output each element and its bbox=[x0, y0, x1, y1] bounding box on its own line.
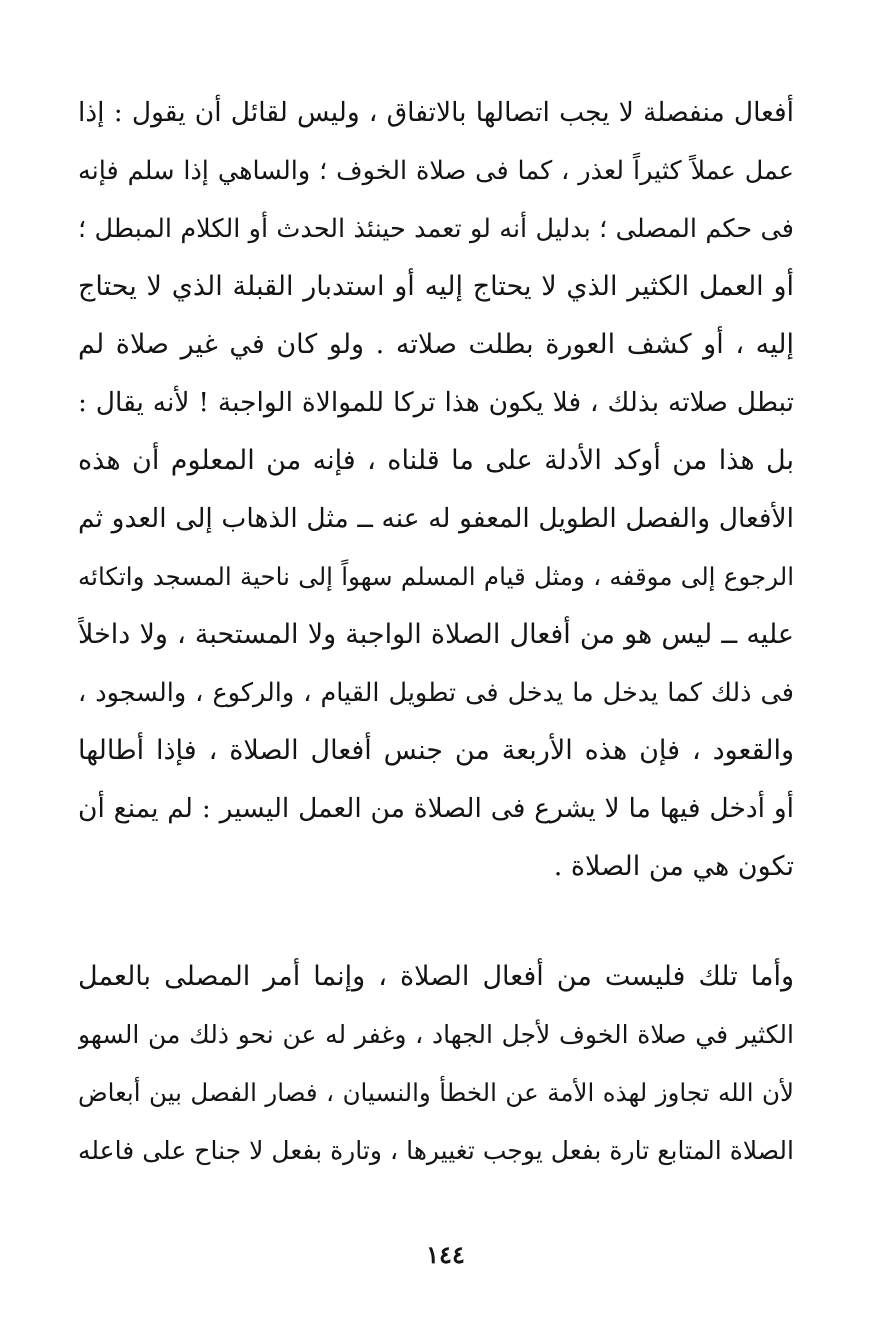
text-line: الصلاة المتابع تارة بفعل يوجب تغييرها ، وتارة بفعل لا جناح على فاعله bbox=[78, 1136, 794, 1165]
text-line: الكثير في صلاة الخوف لأجل الجهاد ، وغفر له عن نحو ذلك من السهو bbox=[78, 1020, 794, 1049]
text-line: تكون هي من الصلاة . bbox=[553, 851, 794, 882]
text-line: فى حكم المصلى ؛ بدليل أنه لو تعمد حينئذ الحدث أو الكلام المبطل ؛ bbox=[78, 214, 794, 244]
text-line: أو أدخل فيها ما لا يشرع فى الصلاة من العمل اليسير : لم يمنع أن bbox=[78, 793, 794, 824]
text-line: لأن الله تجاوز لهذه الأمة عن الخطأ والنسيان ، فصار الفصل بين أبعاض bbox=[78, 1078, 794, 1107]
paragraph-2 bbox=[78, 948, 794, 1180]
text-line: والقعود ، فإن هذه الأربعة من جنس أفعال الصلاة ، فإذا أطالها bbox=[78, 735, 794, 766]
text-line: أفعال منفصلة لا يجب اتصالها بالاتفاق ، وليس لقائل أن يقول : إذا bbox=[78, 97, 794, 128]
paragraph-gap bbox=[78, 896, 794, 948]
text-line: عليه ــ ليس هو من أفعال الصلاة الواجبة ولا المستحبة ، ولا داخلاً bbox=[78, 619, 794, 650]
text-line: فى ذلك كما يدخل ما يدخل فى تطويل القيام ، والركوع ، والسجود ، bbox=[78, 678, 794, 708]
text-line: تبطل صلاته بذلك ، فلا يكون هذا تركا للموالاة الواجبة ! لأنه يقال : bbox=[78, 387, 794, 418]
paragraph-1 bbox=[78, 84, 794, 896]
text-line: بل هذا من أوكد الأدلة على ما قلناه ، فإنه من المعلوم أن هذه bbox=[78, 445, 794, 476]
text-line: الأفعال والفصل الطويل المعفو له عنه ــ مثل الذهاب إلى العدو ثم bbox=[78, 503, 794, 534]
text-line: أو العمل الكثير الذي لا يحتاج إليه أو استدبار القبلة الذي لا يحتاج bbox=[78, 271, 794, 302]
text-line: إليه ، أو كشف العورة بطلت صلاته . ولو كان في غير صلاة لم bbox=[78, 329, 794, 360]
text-line: عمل عملاً كثيراً لعذر ، كما فى صلاة الخوف ؛ والساهي إذا سلم فإنه bbox=[78, 156, 794, 186]
page-number: ١٤٤ bbox=[426, 1240, 465, 1269]
text-line: الرجوع إلى موقفه ، ومثل قيام المسلم سهواً إلى ناحية المسجد واتكائه bbox=[78, 562, 794, 591]
text-line: وأما تلك فليست من أفعال الصلاة ، وإنما أمر المصلى بالعمل bbox=[78, 961, 794, 992]
page-body bbox=[78, 84, 794, 1180]
